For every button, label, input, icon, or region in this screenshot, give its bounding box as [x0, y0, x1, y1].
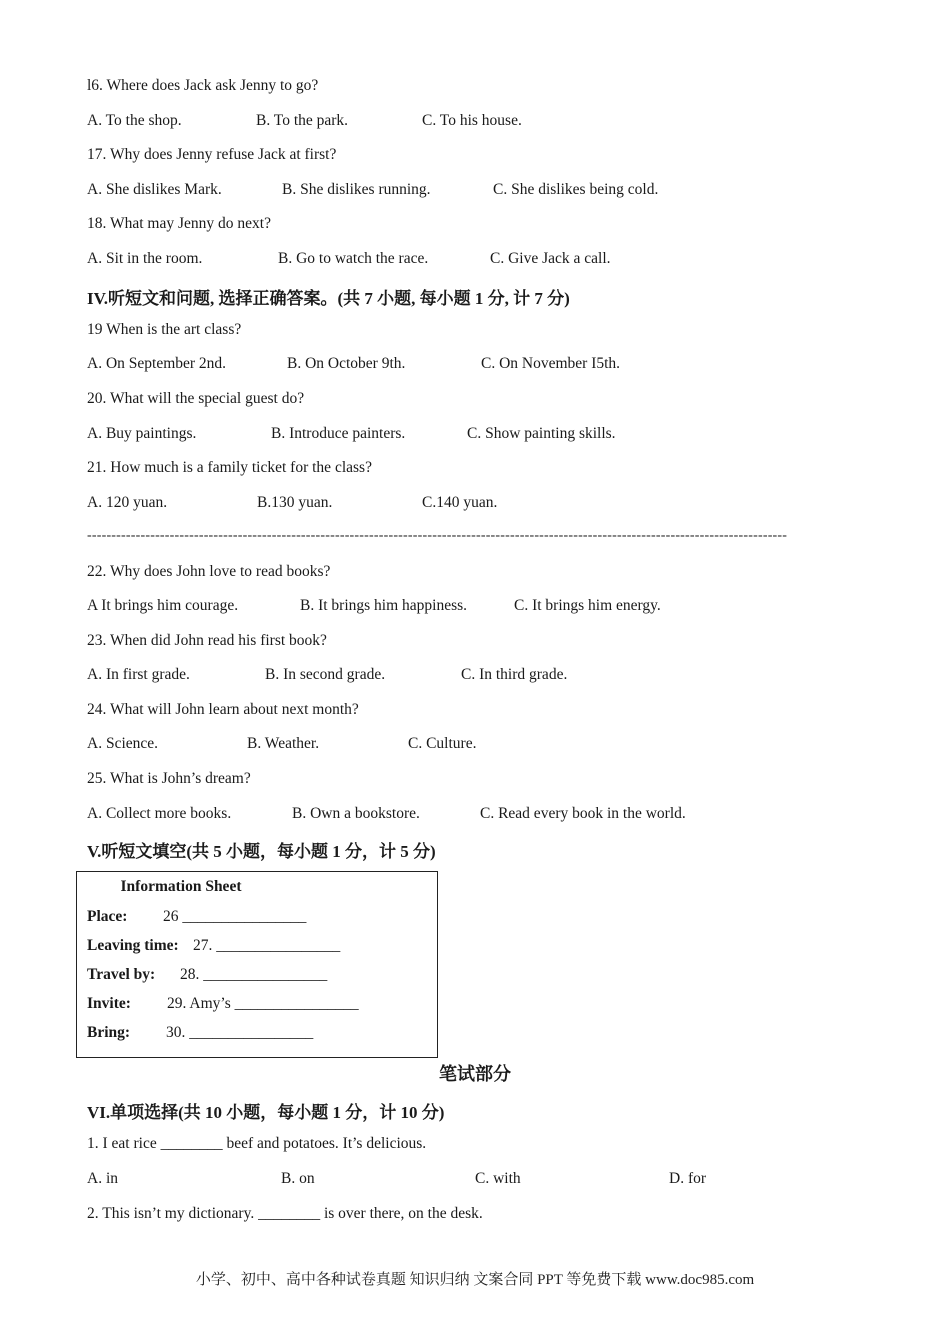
question-16: l6. Where does Jack ask Jenny to go?: [87, 77, 319, 94]
written-question-2: 2. This isn’t my dictionary. ________ is over there, on the desk.: [87, 1205, 483, 1222]
option-a: A. Sit in the room.: [87, 250, 203, 267]
info-value: 28. ________________: [180, 966, 328, 983]
option-c: C. On November I5th.: [481, 355, 621, 372]
info-value: 29. Amy’s ________________: [167, 995, 359, 1012]
option-a: A. In first grade.: [87, 666, 190, 683]
option-a: A. 120 yuan.: [87, 494, 168, 511]
option-a: A. To the shop.: [87, 112, 182, 129]
option-b: B. It brings him happiness.: [300, 597, 468, 614]
info-value: 27. ________________: [193, 937, 341, 954]
question-22: 22. Why does John love to read books?: [87, 563, 331, 580]
option-b: B. Go to watch the race.: [278, 250, 429, 267]
footer-note: 小学、初中、高中各种试卷真题 知识归纳 文案合同 PPT 等免费下载 www.doc985.com: [195, 1272, 755, 1288]
dashed-divider: ------------------------------------------------------------------------------------------------------------------------------------------------: [87, 528, 788, 543]
option-b: B.130 yuan.: [257, 494, 333, 511]
info-row-place: [87, 908, 307, 926]
option-b: B. To the park.: [256, 112, 349, 129]
info-row-invite: [87, 995, 359, 1013]
option-a: A. in: [87, 1170, 118, 1187]
info-row-travel-by: [87, 966, 328, 984]
option-c: C. Read every book in the world.: [480, 805, 686, 822]
option-c: C. Culture.: [408, 735, 477, 752]
option-a: A It brings him courage.: [87, 597, 239, 614]
option-c: C. Show painting skills.: [467, 425, 616, 442]
option-a: A. She dislikes Mark.: [87, 181, 222, 198]
option-c: C. It brings him energy.: [514, 597, 661, 614]
option-c: C. To his house.: [422, 112, 522, 129]
written-question-1: 1. I eat rice ________ beef and potatoes. It’s delicious.: [87, 1135, 427, 1152]
question-20: 20. What will the special guest do?: [87, 390, 305, 407]
option-c: C. with: [475, 1170, 521, 1187]
question-23: 23. When did John read his first book?: [87, 632, 327, 649]
option-a: A. Buy paintings.: [87, 425, 197, 442]
info-value: 26 ________________: [163, 908, 307, 925]
option-a: A. Collect more books.: [87, 805, 232, 822]
option-b: B. She dislikes running.: [282, 181, 431, 198]
info-row-bring: [87, 1024, 314, 1042]
option-c: C. She dislikes being cold.: [493, 181, 659, 198]
option-b: B. Own a bookstore.: [292, 805, 420, 822]
option-b: B. Introduce painters.: [271, 425, 406, 442]
option-a: A. Science.: [87, 735, 159, 752]
section-6-heading: VI.单项选择(共 10 小题，每小题 1 分，计 10 分): [87, 1103, 445, 1122]
question-19: 19 When is the art class?: [87, 321, 242, 338]
question-21: 21. How much is a family ticket for the class?: [87, 459, 372, 476]
option-d: D. for: [669, 1170, 707, 1187]
question-18: 18. What may Jenny do next?: [87, 215, 271, 232]
information-sheet-title: Information Sheet: [120, 878, 242, 895]
info-row-leaving-time: [87, 937, 341, 955]
option-a: A. On September 2nd.: [87, 355, 227, 372]
written-part-title: 笔试部分: [439, 1064, 511, 1084]
option-c: C.140 yuan.: [422, 494, 498, 511]
option-b: B. Weather.: [247, 735, 320, 752]
option-b: B. On October 9th.: [287, 355, 406, 372]
question-17: 17. Why does Jenny refuse Jack at first?: [87, 146, 337, 163]
info-value: 30. ________________: [166, 1024, 314, 1041]
section-5-heading: V.听短文填空(共 5 小题，每小题 1 分，计 5 分): [87, 842, 436, 861]
section-4-heading: IV.听短文和问题, 选择正确答案。(共 7 小题, 每小题 1 分, 计 7 分): [87, 289, 570, 308]
option-b: B. In second grade.: [265, 666, 386, 683]
info-label: Leaving time:: [87, 937, 179, 954]
option-b: B. on: [281, 1170, 315, 1187]
option-c: C. Give Jack a call.: [490, 250, 611, 267]
option-c: C. In third grade.: [461, 666, 568, 683]
info-label: Invite:: [87, 995, 131, 1012]
question-24: 24. What will John learn about next month?: [87, 701, 359, 718]
info-label: Bring:: [87, 1024, 131, 1041]
info-label: Travel by:: [87, 966, 156, 983]
question-25: 25. What is John’s dream?: [87, 770, 251, 787]
info-label: Place:: [87, 908, 128, 925]
